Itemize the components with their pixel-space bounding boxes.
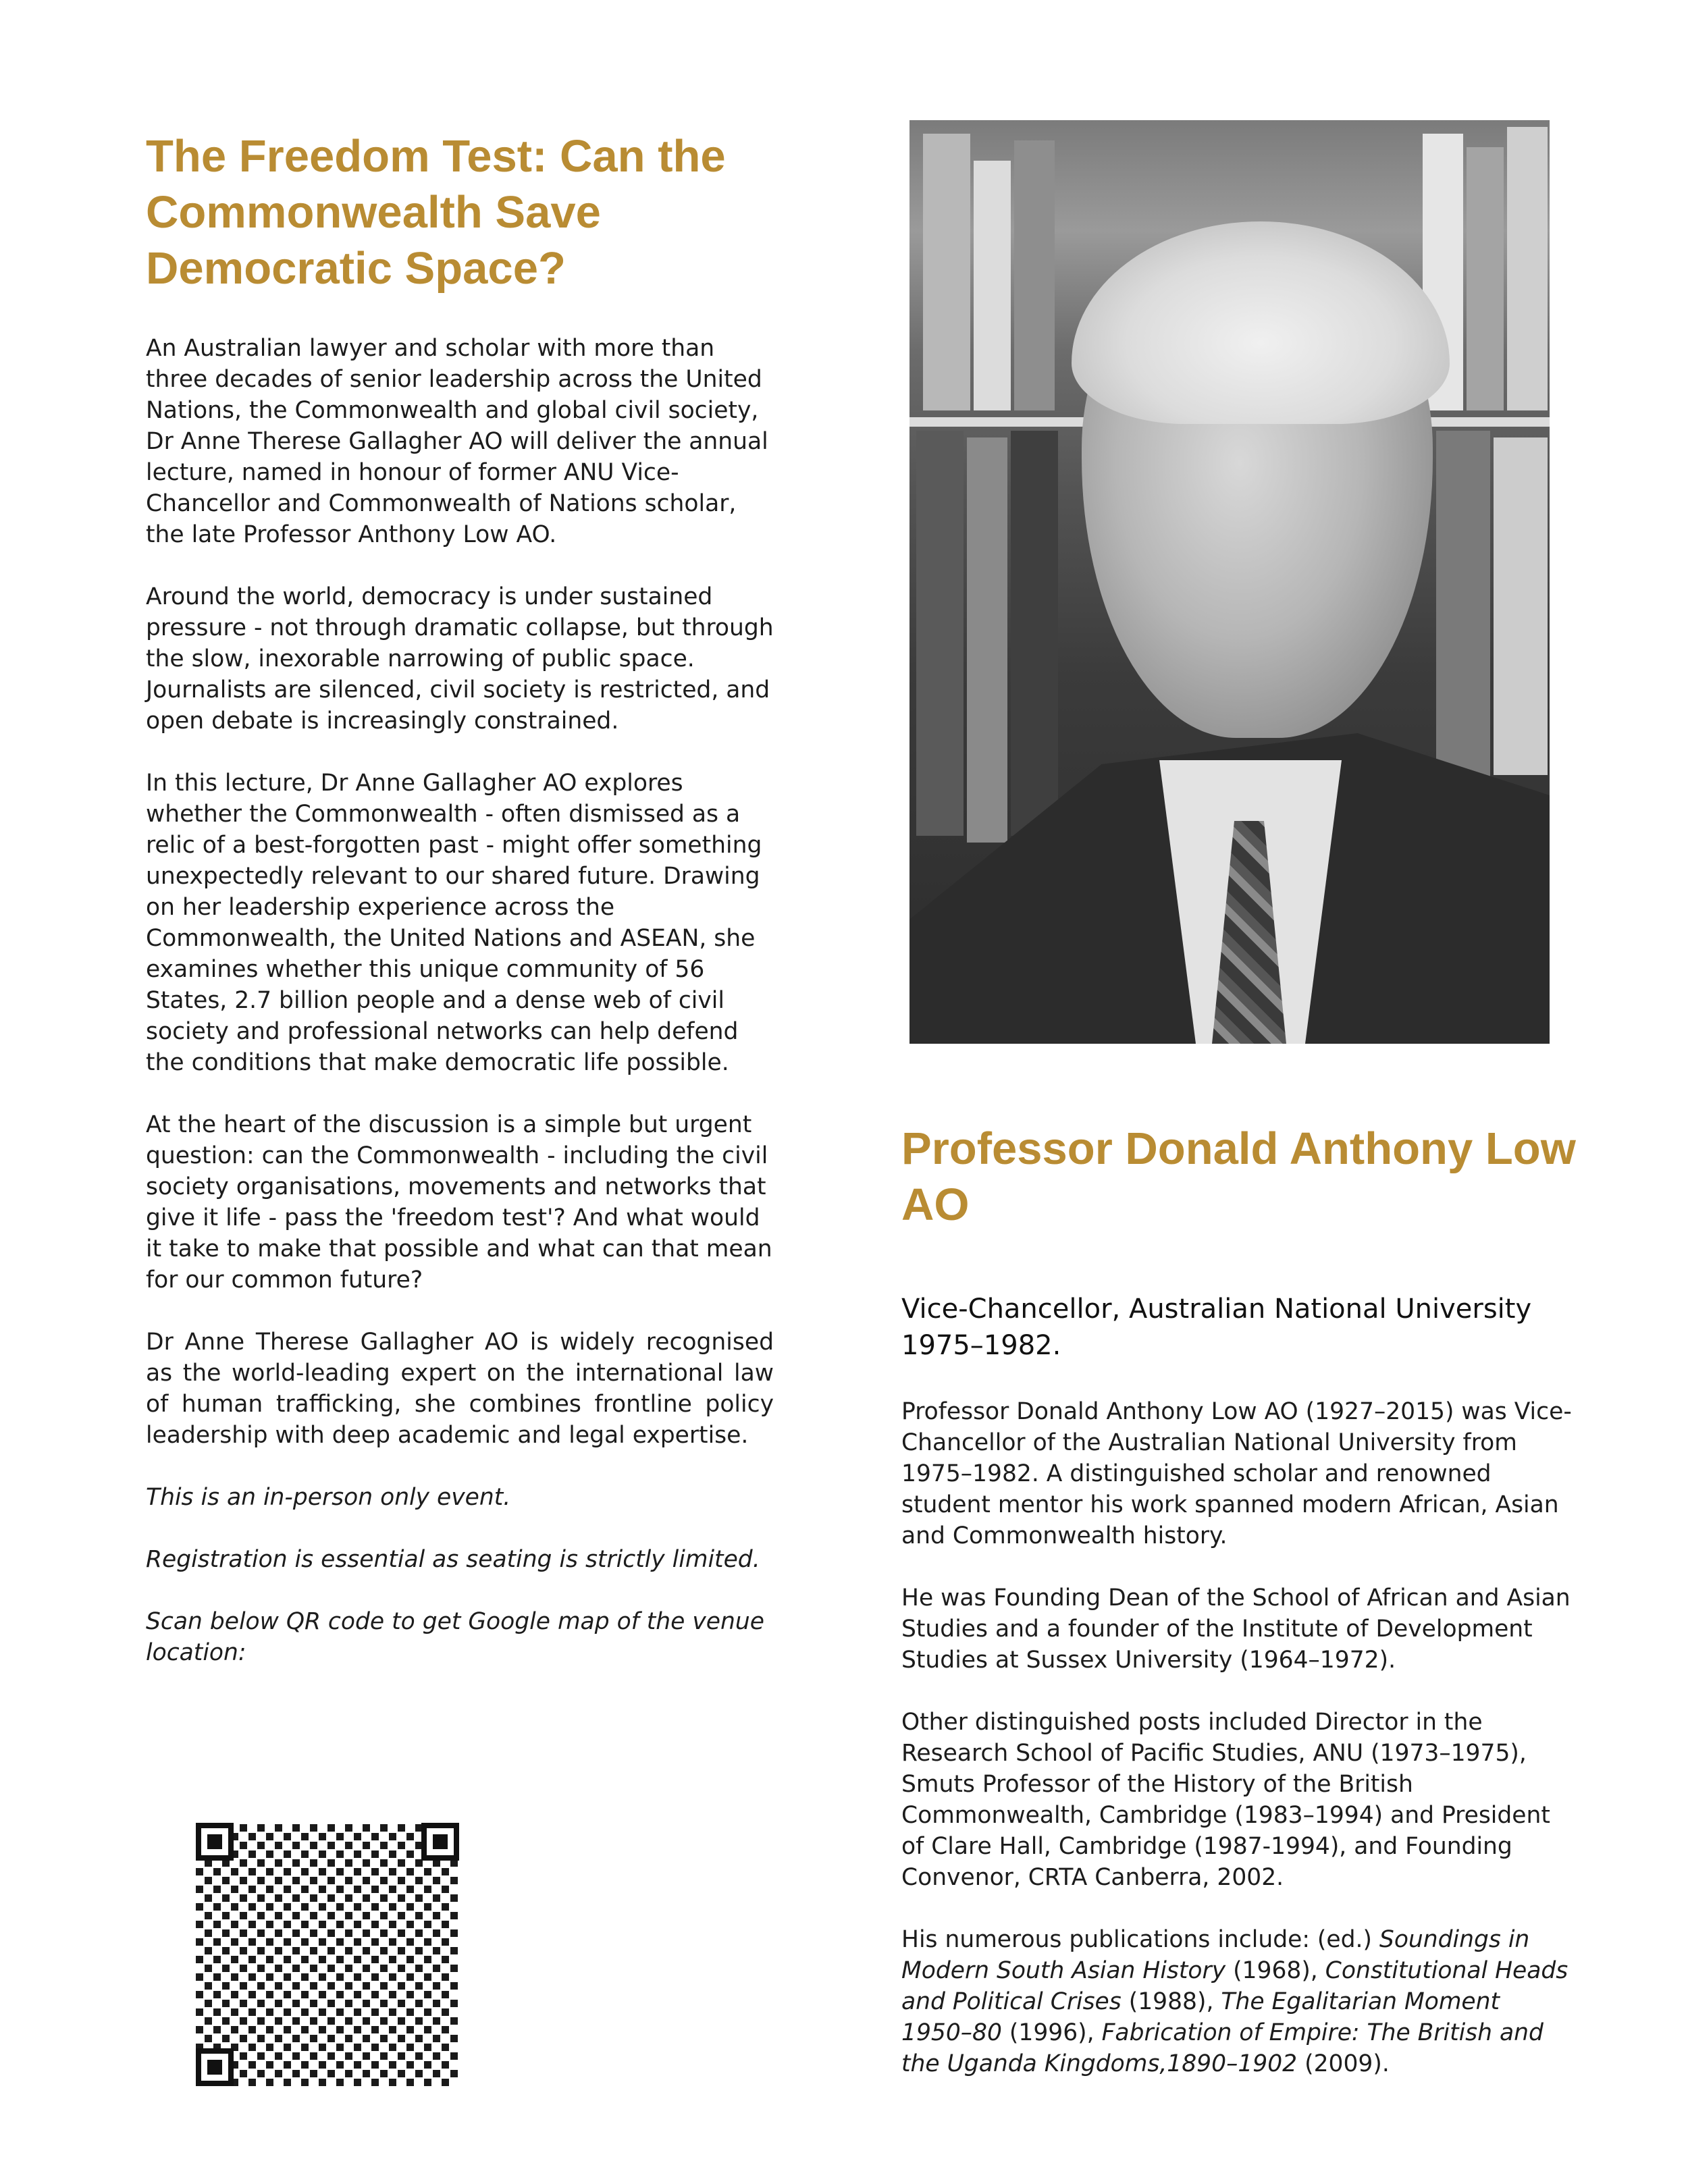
registration-note [146, 1544, 774, 1575]
book-spine [974, 161, 1011, 410]
publication-year: (1996), [1001, 2019, 1102, 2046]
bio-paragraph-2: He was Founding Dean of the School of African and Asian Studies and a founder of the Institute of Development Studies at Sussex University (1964–1972). [901, 1584, 1571, 1674]
in-person-note-text: This is an in-person only event. [146, 1484, 511, 1511]
speaker-paragraph: Dr Anne Therese Gallagher AO is widely recognised as the world-leading expert on the international law of human trafficking, she combines frontline policy leadership with deep academic and legal expertise. [146, 1329, 774, 1449]
qr-finder-top-right [421, 1823, 459, 1861]
book-spine [1014, 140, 1055, 410]
publication-year: (2009). [1297, 2050, 1390, 2077]
publication-year: (1968), [1225, 1957, 1325, 1984]
book-spine [1436, 431, 1490, 782]
intro-paragraph: An Australian lawyer and scholar with more than three decades of senior leadership across the United Nations, the Commonwealth and global civil society, Dr Anne Therese Gallagher AO will deliver the annual lecture, named in honour of former ANU Vice-Chancellor and Commonwealth of Nations scholar, the late Professor Anthony Low AO. [146, 335, 768, 548]
publication-title: Constitutional Heads and Political Crises [901, 1957, 1568, 2015]
bio-paragraph-1: Professor Donald Anthony Low AO (1927–2015) was Vice-Chancellor of the Australian National University from 1975–1982. A distinguished scholar and renowned student mentor his work spanned modern African, Asian and Commonwealth history. [901, 1398, 1572, 1549]
publication-title: The Egalitarian Moment 1950–80 [901, 1988, 1500, 2046]
publication-title: Soundings in Modern South Asian History [901, 1926, 1530, 1984]
book-spine [967, 437, 1007, 843]
democracy-paragraph: Around the world, democracy is under sustained pressure - not through dramatic collapse, but through the slow, inexorable narrowing of public space. Journalists are silenced, civil society is restricted, and open debate is increasingly constrained. [146, 583, 774, 735]
lecture-column [146, 128, 774, 1668]
book-spine [923, 134, 970, 410]
book-spine [1507, 127, 1548, 410]
portrait-photo [909, 120, 1550, 1044]
publication-year: (1988), [1121, 1988, 1221, 2015]
publications-paragraph [901, 1924, 1577, 2079]
qr-finder-bottom-left [196, 2048, 234, 2086]
publications-intro: His numerous publications include: (ed.) [901, 1926, 1379, 1953]
book-spine [1494, 437, 1548, 775]
hair-shape [1072, 221, 1450, 424]
publication-title: Fabrication of Empire: The British and the Uganda Kingdoms,1890–1902 [901, 2019, 1544, 2077]
book-spine [1467, 147, 1504, 410]
profile-name: Professor Donald Anthony Low AO [901, 1123, 1576, 1230]
book-spine [1011, 431, 1058, 836]
bio-paragraph-3: Other distinguished posts included Director in the Research School of Pacific Studies, ANU (1973–1975), Smuts Professor of the History of the British Commonwealth, Cambridge (1983–1994) and President of Clare Hall, Cambridge (1987-1994), and Founding Convenor, CRTA Canberra, 2002. [901, 1709, 1550, 1891]
lecture-title: The Freedom Test: Can the Commonwealth Save Democratic Space? [146, 131, 726, 294]
profile-column [901, 1121, 1577, 2079]
lecture-paragraph: In this lecture, Dr Anne Gallagher AO explores whether the Commonwealth - often dismissed as a relic of a best-forgotten past - might offer something unexpectedly relevant to our shared future. Drawing on her leadership experience across the Commonwealth, the United Nations and ASEAN, she examines whether this unique community of 56 States, 2.7 billion people and a dense web of civil society and professional networks can help defend the conditions that make democratic life possible. [146, 770, 762, 1076]
venue-qr-code[interactable] [196, 1823, 459, 2086]
qr-finder-top-left [196, 1823, 234, 1861]
registration-note-text: Registration is essential as seating is strictly limited. [146, 1546, 760, 1573]
profile-role: Vice-Chancellor, Australian National University 1975–1982. [901, 1294, 1532, 1361]
qr-note-text: Scan below QR code to get Google map of the venue location: [146, 1608, 764, 1666]
qr-note [146, 1606, 774, 1668]
book-spine [916, 431, 964, 836]
in-person-note [146, 1482, 774, 1513]
discussion-paragraph: At the heart of the discussion is a simple but urgent question: can the Commonwealth - including the civil society organisations, movements and networks that give it life - pass the 'freedom test'? And what would it take to make that possible and what can that mean for our common future? [146, 1111, 772, 1294]
